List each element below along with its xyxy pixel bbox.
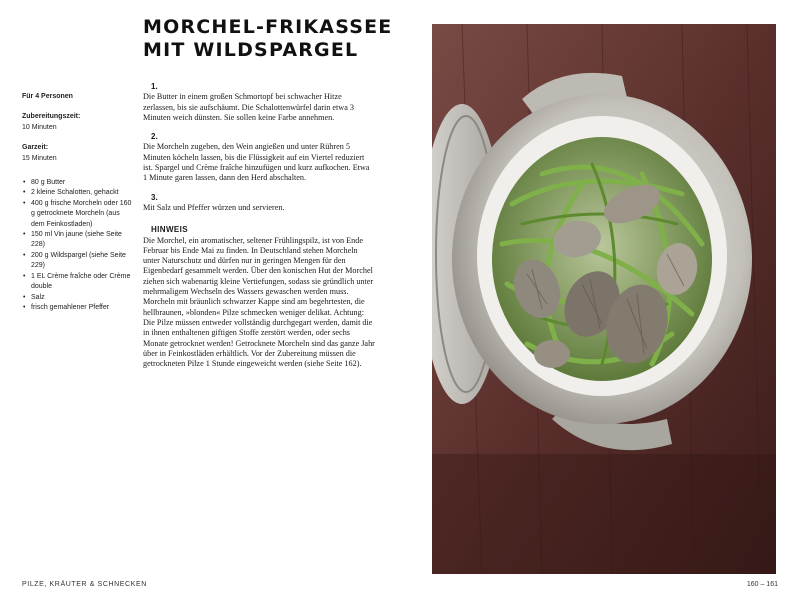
foreground-shadow <box>432 454 776 574</box>
ingredient-item: • 1 EL Crème fraîche oder Crème double <box>22 272 132 293</box>
ingredient-item: • Salz <box>22 293 132 303</box>
step-2 <box>143 132 375 183</box>
prep-time <box>22 112 132 133</box>
footer-section-title: PILZE, KRÄUTER & SCHNECKEN <box>22 581 147 588</box>
step-3 <box>143 193 375 214</box>
dish-photo <box>432 24 776 574</box>
prep-time-value: 10 Minuten <box>22 123 57 131</box>
ingredient-item: • 150 ml Vin jaune (siehe Seite 228) <box>22 230 132 251</box>
step-text: Die Butter in einem großen Schmortopf bei schwacher Hitze zerlassen, bis sie aufschäumt. Die Schalottenwürfel darin etwa 3 Minuten weich dünsten. Sie sollen keine Farbe annehmen. <box>143 92 354 122</box>
ingredient-item: • 200 g Wildspargel (siehe Seite 229) <box>22 251 132 272</box>
note-section <box>143 225 375 369</box>
title-line-1: MORCHEL-FRIKASSEE <box>143 16 393 38</box>
step-number: 1. <box>151 82 158 91</box>
recipe-instructions <box>143 82 375 369</box>
prep-time-label: Zubereitungszeit: <box>22 113 81 121</box>
step-number: 2. <box>151 132 158 142</box>
step-text: Die Morcheln zugeben, den Wein angießen und unter Rühren 5 Minuten köcheln lassen, bis die Flüssigkeit auf ein Viertel reduziert ist. Spargel und Crème fraîche hinzufügen und kurz aufkochen. Etwa 1 Minute garen lassen, dann den Herd abschalten. <box>143 142 370 183</box>
ingredient-item: • 2 kleine Schalotten, gehackt <box>22 188 132 198</box>
cook-time-label: Garzeit: <box>22 144 49 152</box>
ingredient-list <box>22 178 132 313</box>
step-number: 3. <box>151 192 158 202</box>
morel-pot-illustration <box>432 24 776 574</box>
cook-time <box>22 143 132 164</box>
servings-label: Für 4 Personen <box>22 93 73 100</box>
recipe-info-sidebar <box>22 92 132 313</box>
step-text: Mit Salz und Pfeffer würzen und servieren. <box>143 202 285 212</box>
note-text: Die Morchel, ein aromatischer, seltener Frühlingspilz, ist von Ende Februar bis Ende Mai zu finden. In Deutschland stehen Morcheln unter Naturschutz und dürfen nur in geringen Mengen für den Eigenbedarf gesammelt werden. Über den konischen Hut der Morchel ziehen sich wabenartig kleine Vertiefungen, sodass sie gründlich unter mehrmaligem Wechseln des Wassers gewaschen werden muss. Morcheln mit bräunlich schwarzer Kappe sind am begehrtesten, die hellbraunen, »blonden« Pilze schmecken weniger delikat. Achtung: Die Pilze müssen entweder vollständig durchgegart werden, damit die in ihnen enthaltenen giftigen Stoffe zerstört werden, oder sechs Monate getrocknet werden! Getrocknete Morcheln sind das ganze Jahr über in Feinkostläden erhältlich. Vor der Zubereitung müssen die getrockneten Pilze 1 Stunde eingeweicht werden (siehe Seite 162). <box>143 235 375 369</box>
ingredient-item: • 80 g Butter <box>22 178 132 188</box>
step-1 <box>143 82 375 123</box>
recipe-title <box>143 16 413 62</box>
footer-page-numbers: 160 – 161 <box>746 581 778 588</box>
servings <box>22 92 132 102</box>
note-heading: HINWEIS <box>151 225 189 235</box>
ingredient-item: • frisch gemahlener Pfeffer <box>22 303 132 313</box>
ingredient-item: • 400 g frische Morcheln oder 160 g getrocknete Morcheln (aus dem Feinkostladen) <box>22 199 132 230</box>
cook-time-value: 15 Minuten <box>22 154 57 162</box>
title-line-2: MIT WILDSPARGEL <box>143 39 359 61</box>
